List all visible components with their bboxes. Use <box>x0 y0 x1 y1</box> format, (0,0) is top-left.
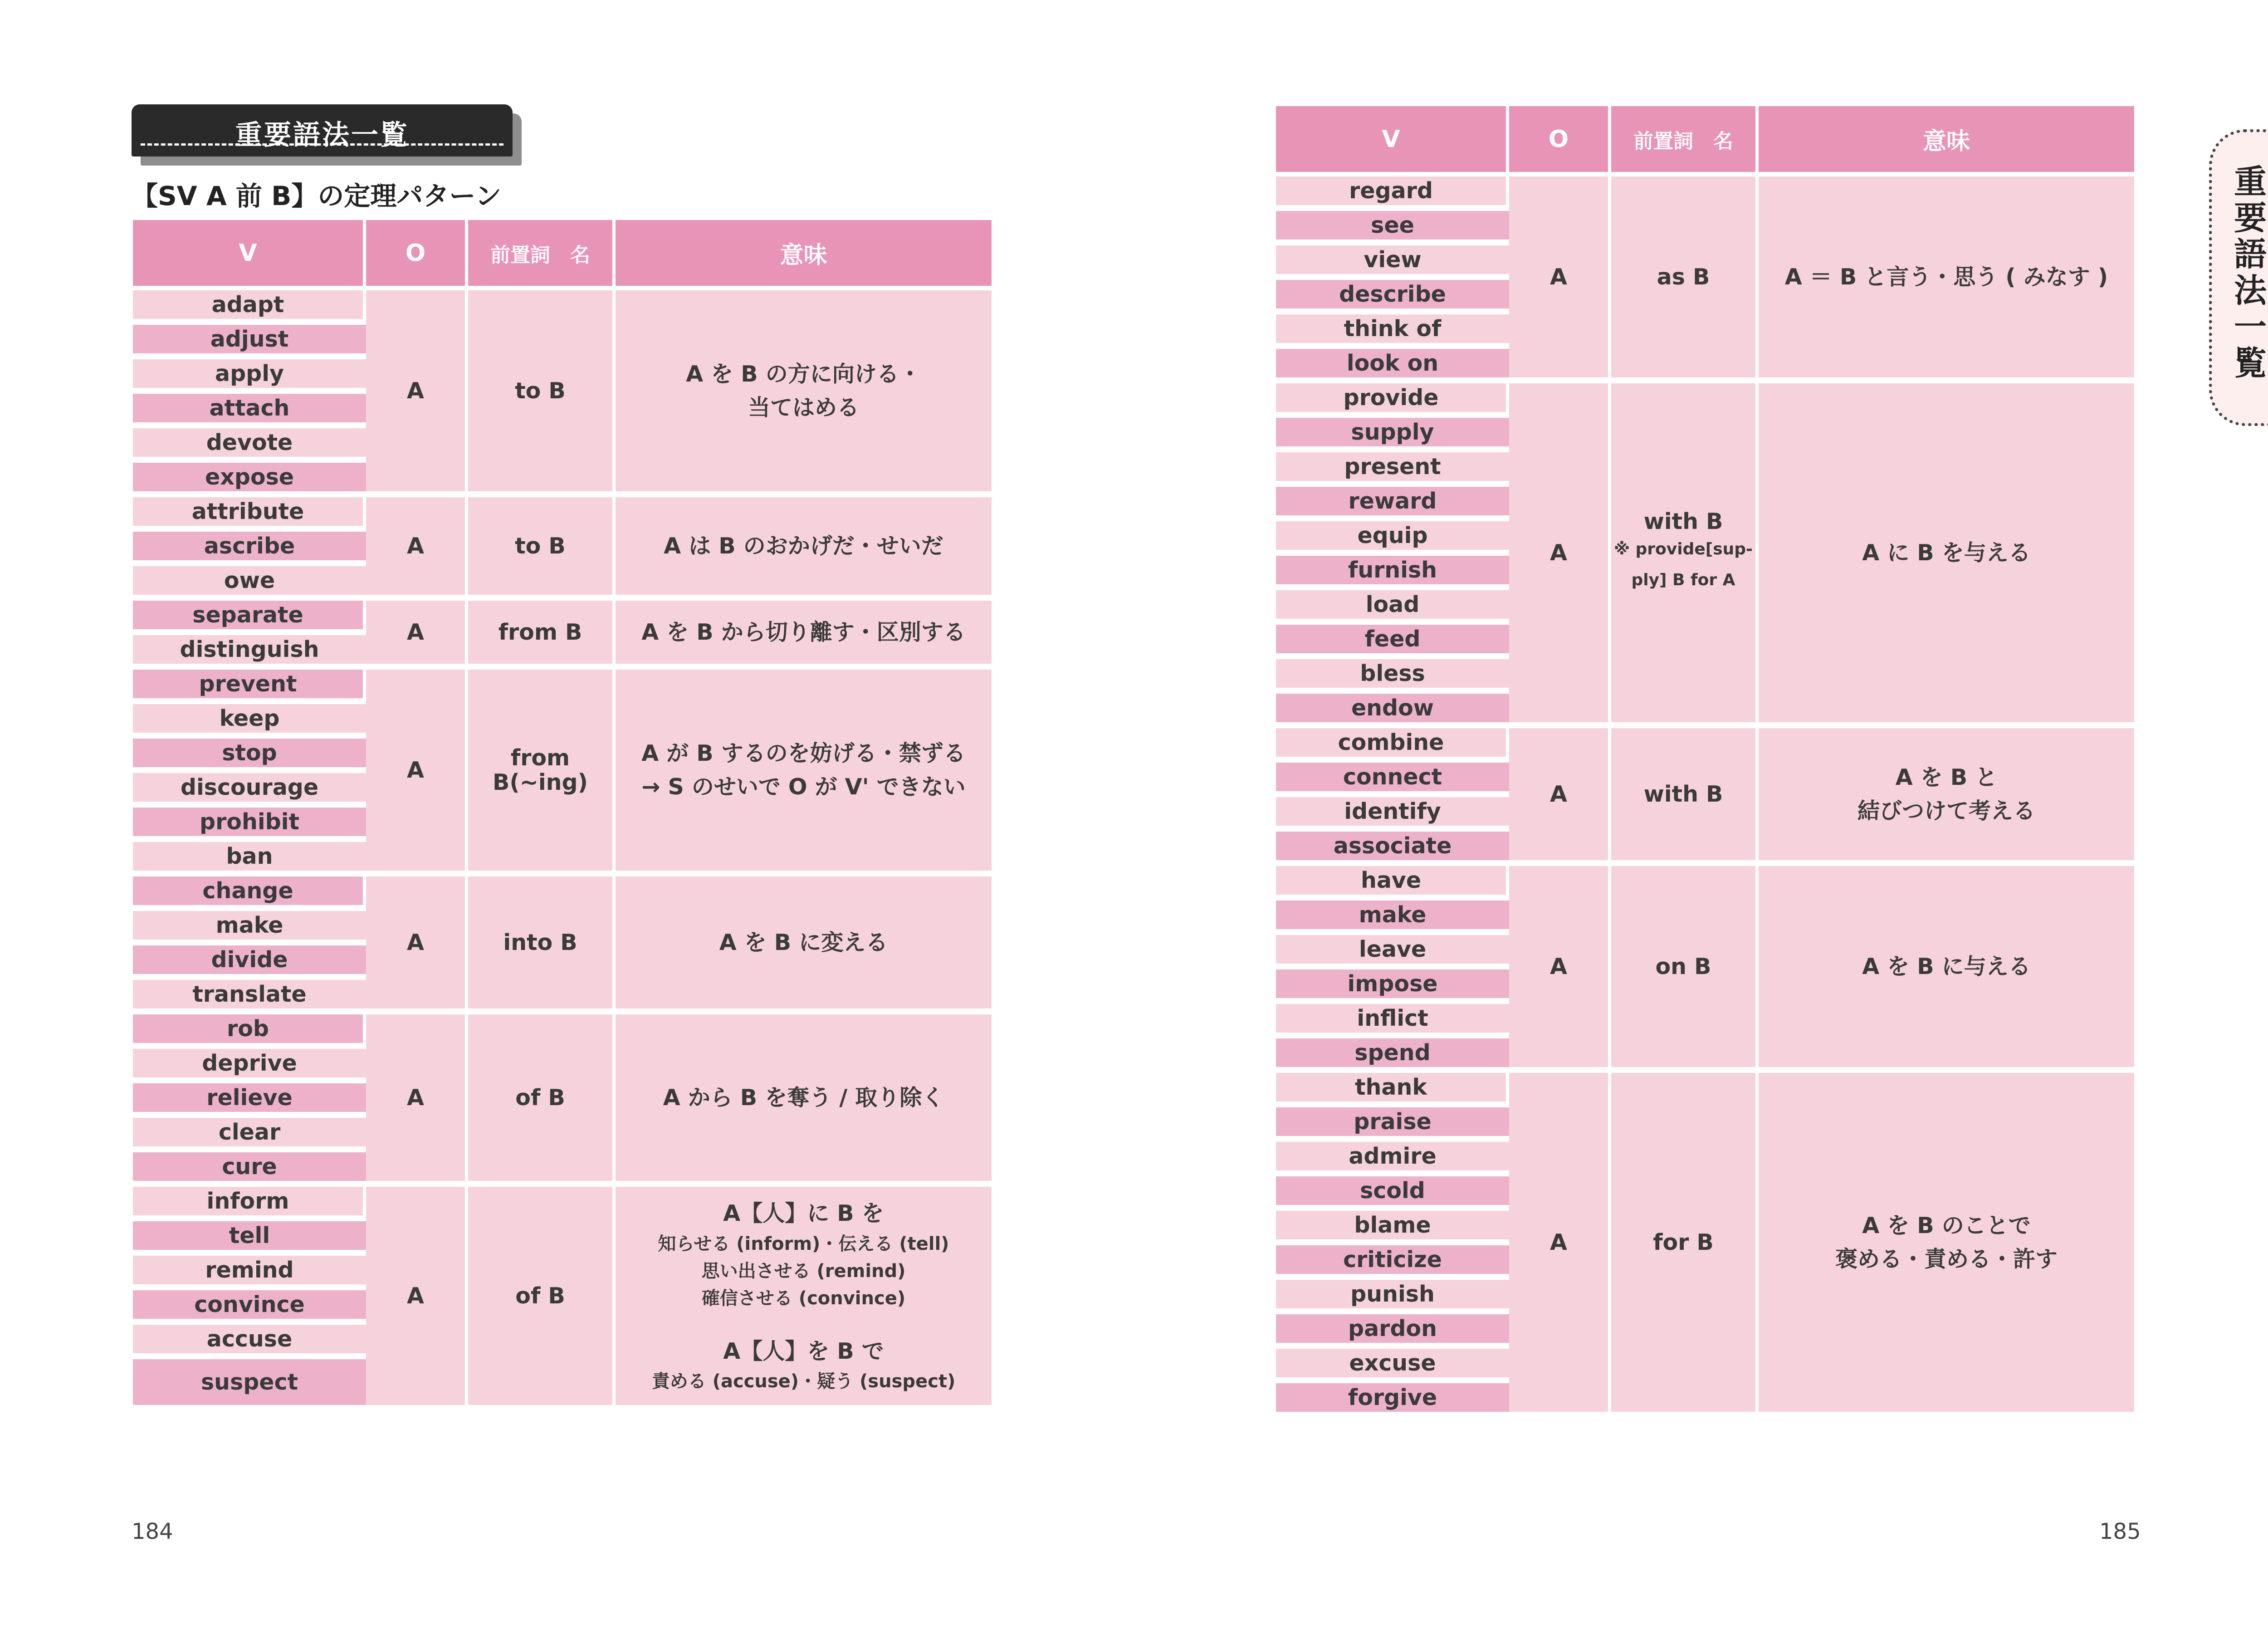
verb-cell: make <box>1276 901 1509 935</box>
verb-cell: connect <box>1276 763 1509 797</box>
header-object: O <box>1509 106 1611 176</box>
verb-cell: suspect <box>133 1359 366 1411</box>
verb-cell: praise <box>1276 1107 1509 1142</box>
object-cell: A <box>366 601 468 670</box>
table-row <box>1276 866 2134 901</box>
preposition-cell <box>1611 383 1759 728</box>
verb-cell: impose <box>1276 969 1509 1004</box>
verb-cell: owe <box>133 566 366 601</box>
verb-cell: apply <box>133 359 366 394</box>
verb-cell: punish <box>1276 1280 1509 1314</box>
section-badge <box>132 104 513 157</box>
verb-cell: identify <box>1276 797 1509 832</box>
table-row <box>1276 176 2134 211</box>
table-row <box>1276 383 2134 418</box>
object-cell: A <box>366 670 468 876</box>
meaning-cell: A を B のことで 褒める・責める・許す <box>1759 1073 2134 1418</box>
object-cell: A <box>1509 383 1611 728</box>
verb-cell: criticize <box>1276 1245 1509 1280</box>
right-usage-table <box>1276 106 2134 1418</box>
meaning-cell: A に B を与える <box>1759 383 2134 728</box>
preposition-cell <box>468 1187 616 1411</box>
verb-cell: devote <box>133 428 366 463</box>
preposition-cell <box>468 601 616 670</box>
meaning-line: 思い出させる (remind) <box>701 1260 906 1282</box>
verb-cell: feed <box>1276 625 1509 659</box>
verb-cell: clear <box>133 1118 366 1152</box>
verb-cell: translate <box>133 980 366 1014</box>
table-header-row <box>1276 106 2134 176</box>
verb-cell: associate <box>1276 832 1509 866</box>
verb-cell: see <box>1276 211 1509 245</box>
pattern-subtitle: 【SV A 前 B】の定理パターン <box>132 181 502 211</box>
object-cell: A <box>366 497 468 601</box>
meaning-line: A【人】を B で <box>723 1338 884 1364</box>
table-row <box>133 876 992 911</box>
page-number-left: 184 <box>132 1519 173 1544</box>
meaning-line <box>616 1312 992 1335</box>
verb-cell: equip <box>1276 521 1509 556</box>
object-cell: A <box>1509 866 1611 1073</box>
verb-cell: admire <box>1276 1142 1509 1176</box>
verb-cell: distinguish <box>133 635 366 670</box>
meaning-line: 責める (accuse)・疑う (suspect) <box>651 1371 956 1392</box>
verb-cell: cure <box>133 1152 366 1187</box>
preposition-cell <box>468 290 616 497</box>
table-header-row <box>133 220 992 290</box>
badge-dashed-line <box>141 143 503 146</box>
verb-cell: describe <box>1276 280 1509 314</box>
verb-cell: deprive <box>133 1049 366 1083</box>
section-badge-label: 重要語法一覧 <box>235 119 409 151</box>
verb-cell: combine <box>1276 728 1509 763</box>
preposition-text: from B <box>498 619 582 645</box>
verb-cell: endow <box>1276 694 1509 728</box>
side-index-tab[interactable] <box>2209 129 2268 426</box>
preposition-text: to B <box>515 377 566 404</box>
meaning-cell: A を B に与える <box>1759 866 2134 1073</box>
preposition-text: as B <box>1657 264 1710 290</box>
verb-cell: thank <box>1276 1073 1509 1107</box>
object-cell: A <box>1509 176 1611 383</box>
verb-cell: adapt <box>133 290 366 325</box>
verb-cell: pardon <box>1276 1314 1509 1349</box>
object-cell: A <box>366 1187 468 1411</box>
preposition-cell <box>468 497 616 601</box>
verb-cell: regard <box>1276 176 1509 211</box>
verb-cell: prohibit <box>133 808 366 842</box>
verb-cell: spend <box>1276 1038 1509 1073</box>
meaning-cell: A が B するのを妨げる・禁ずる → S のせいで O が V' できない <box>616 670 992 876</box>
preposition-cell <box>468 876 616 1014</box>
preposition-text: with B <box>1643 509 1723 535</box>
header-verb: V <box>133 220 366 290</box>
object-cell: A <box>366 876 468 1014</box>
verb-cell: tell <box>133 1221 366 1256</box>
header-meaning: 意味 <box>1759 106 2134 176</box>
verb-cell: furnish <box>1276 556 1509 590</box>
table-row <box>133 1187 992 1221</box>
preposition-cell <box>1611 176 1759 383</box>
verb-cell: expose <box>133 463 366 497</box>
preposition-cell <box>1611 728 1759 866</box>
verb-cell: attach <box>133 394 366 428</box>
verb-cell: present <box>1276 452 1509 487</box>
verb-cell: load <box>1276 590 1509 625</box>
verb-cell: keep <box>133 704 366 739</box>
object-cell: A <box>366 1014 468 1187</box>
side-index-tab-label: 重要語法一覧 <box>2229 164 2267 382</box>
header-meaning: 意味 <box>616 220 992 290</box>
preposition-text: of B <box>515 1283 565 1309</box>
table-row <box>1276 1073 2134 1107</box>
header-preposition: 前置詞 名 <box>468 220 616 290</box>
meaning-cell: A は B のおかげだ・せいだ <box>616 497 992 601</box>
verb-cell: blame <box>1276 1211 1509 1245</box>
preposition-text: for B <box>1653 1229 1714 1255</box>
object-cell: A <box>1509 728 1611 866</box>
preposition-text: into B <box>503 929 577 955</box>
verb-cell: look on <box>1276 349 1509 383</box>
verb-cell: ban <box>133 842 366 876</box>
preposition-cell <box>1611 866 1759 1073</box>
meaning-line: A【人】に B を <box>723 1200 884 1226</box>
table-row <box>133 497 992 532</box>
header-verb: V <box>1276 106 1509 176</box>
verb-cell: remind <box>133 1256 366 1290</box>
preposition-text: to B <box>515 533 566 559</box>
meaning-line: 知らせる (inform)・伝える (tell) <box>658 1233 949 1254</box>
preposition-cell <box>468 1014 616 1187</box>
preposition-text: with B <box>1643 781 1723 807</box>
verb-cell: provide <box>1276 383 1509 418</box>
verb-cell: change <box>133 876 366 911</box>
meaning-cell <box>616 1187 992 1411</box>
meaning-cell: A を B から切り離す・区別する <box>616 601 992 670</box>
verb-cell: reward <box>1276 487 1509 521</box>
verb-cell: view <box>1276 245 1509 280</box>
meaning-line: 確信させる (convince) <box>701 1288 906 1309</box>
preposition-cell <box>1611 1073 1759 1418</box>
verb-cell: attribute <box>133 497 366 532</box>
left-usage-table <box>133 220 992 1411</box>
verb-cell: rob <box>133 1014 366 1049</box>
verb-cell: discourage <box>133 773 366 808</box>
verb-cell: separate <box>133 601 366 635</box>
verb-cell: divide <box>133 945 366 980</box>
page-number-right: 185 <box>2099 1519 2141 1544</box>
verb-cell: think of <box>1276 314 1509 349</box>
verb-cell: inform <box>133 1187 366 1221</box>
verb-cell: make <box>133 911 366 945</box>
preposition-cell <box>468 670 616 876</box>
meaning-cell: A を B に変える <box>616 876 992 1014</box>
preposition-note: ※ provide[sup- ply] B for A <box>1614 540 1753 590</box>
table-row <box>133 670 992 704</box>
verb-cell: bless <box>1276 659 1509 694</box>
verb-cell: scold <box>1276 1176 1509 1211</box>
verb-cell: convince <box>133 1290 366 1325</box>
preposition-text: from B(~ing) <box>493 744 588 795</box>
verb-cell: supply <box>1276 418 1509 452</box>
object-cell: A <box>366 290 468 497</box>
preposition-text: on B <box>1655 953 1711 979</box>
verb-cell: ascribe <box>133 532 366 566</box>
verb-cell: stop <box>133 739 366 773</box>
meaning-cell: A を B の方に向ける・ 当てはめる <box>616 290 992 497</box>
meaning-cell: A を B と 結びつけて考える <box>1759 728 2134 866</box>
verb-cell: prevent <box>133 670 366 704</box>
verb-cell: have <box>1276 866 1509 901</box>
header-object: O <box>366 220 468 290</box>
verb-cell: accuse <box>133 1325 366 1359</box>
preposition-text: of B <box>515 1084 565 1111</box>
verb-cell: relieve <box>133 1083 366 1118</box>
object-cell: A <box>1509 1073 1611 1418</box>
header-preposition: 前置詞 名 <box>1611 106 1759 176</box>
table-row <box>133 290 992 325</box>
table-row <box>133 1014 992 1049</box>
verb-cell: adjust <box>133 325 366 359</box>
verb-cell: inflict <box>1276 1004 1509 1038</box>
meaning-cell: A ＝ B と言う・思う ( みなす ) <box>1759 176 2134 383</box>
table-row <box>1276 728 2134 763</box>
verb-cell: leave <box>1276 935 1509 969</box>
table-row <box>133 601 992 635</box>
meaning-cell: A から B を奪う / 取り除く <box>616 1014 992 1187</box>
verb-cell: forgive <box>1276 1383 1509 1418</box>
verb-cell: excuse <box>1276 1349 1509 1383</box>
